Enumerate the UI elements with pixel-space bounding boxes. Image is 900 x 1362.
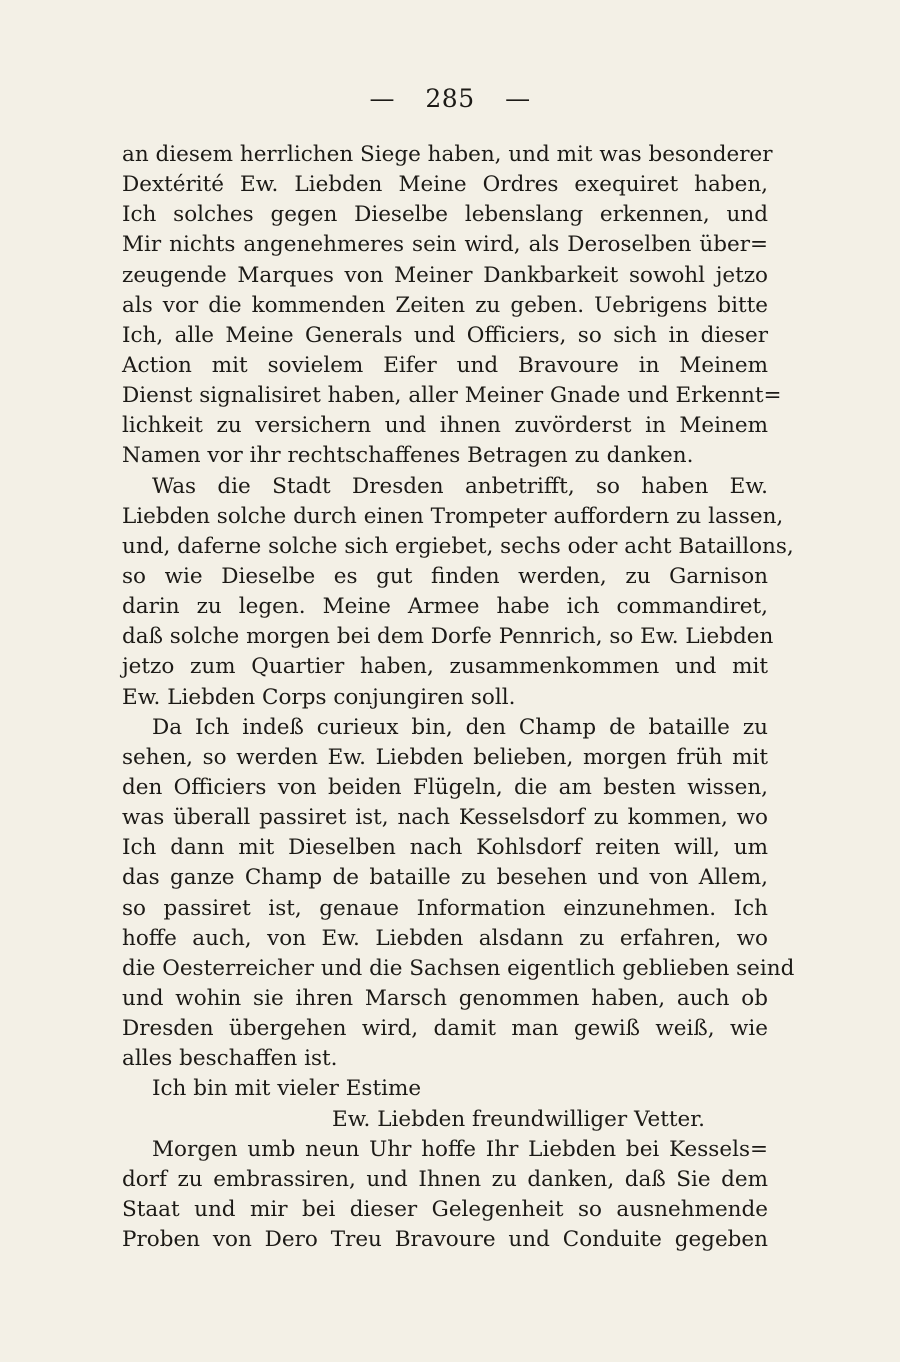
text-line: was überall passiret ist, nach Kesselsdorf zu kommen, wo — [122, 805, 768, 831]
text-line: darin zu legen. Meine Armee habe ich commandiret, — [122, 594, 768, 620]
text-line: Mir nichts angenehmeres sein wird, als Deroselben über= — [122, 232, 768, 258]
text-line: alles beschaffen ist. — [122, 1046, 338, 1072]
text-line: Proben von Dero Treu Bravoure und Conduite gegeben — [122, 1227, 768, 1253]
header-dash-right: — — [505, 84, 531, 113]
text-line: Dresden übergehen wird, damit man gewiß weiß, wie — [122, 1016, 768, 1042]
text-line: hoffe auch, von Ew. Liebden alsdann zu erfahren, wo — [122, 925, 768, 951]
text-line: daß solche morgen bei dem Dorfe Pennrich, so Ew. Liebden — [122, 624, 774, 650]
text-line: und wohin sie ihren Marsch genommen haben, auch ob — [122, 985, 768, 1011]
text-line: an diesem herrlichen Siege haben, und mit was besonderer — [122, 142, 773, 167]
body-text — [122, 140, 795, 1255]
text-line: dorf zu embrassiren, und Ihnen zu danken, daß Sie dem — [122, 1166, 768, 1192]
text-line: die Oesterreicher und die Sachsen eigentlich geblieben seind — [122, 955, 795, 981]
text-line: Ich, alle Meine Generals und Officiers, so sich in dieser — [122, 322, 768, 348]
text-line: lichkeit zu versichern und ihnen zuvörderst in Meinem — [122, 413, 768, 439]
text-line: Ew. Liebden Corps conjungiren soll. — [122, 684, 516, 710]
text-line: als vor die kommenden Zeiten zu geben. Uebrigens bitte — [122, 292, 768, 318]
text-line: jetzo zum Quartier haben, zusammenkommen und mit — [122, 654, 768, 680]
text-line: Da Ich indeß curieux bin, den Champ de bataille zu — [152, 714, 768, 740]
text-line: Dextérité Ew. Liebden Meine Ordres exequiret haben, — [122, 172, 768, 198]
text-line: zeugende Marques von Meiner Dankbarkeit sowohl jetzo — [122, 262, 768, 288]
text-line: Morgen umb neun Uhr hoffe Ihr Liebden bei Kessels= — [152, 1136, 768, 1162]
text-line: Ich solches gegen Dieselbe lebenslang erkennen, und — [122, 202, 768, 228]
text-line: Action mit sovielem Eifer und Bravoure in Meinem — [122, 352, 768, 378]
text-line: Ich dann mit Dieselben nach Kohlsdorf reiten will, um — [122, 835, 768, 861]
text-line: Liebden solche durch einen Trompeter auffordern zu lassen, — [122, 503, 784, 529]
text-line: so wie Dieselbe es gut finden werden, zu Garnison — [122, 563, 768, 589]
text-line: Dienst signalisiret haben, aller Meiner Gnade und Erkennt= — [122, 383, 782, 409]
text-line: Was die Stadt Dresden anbetrifft, so haben Ew. — [152, 473, 768, 499]
text-line: Namen vor ihr rechtschaffenes Betragen zu danken. — [122, 443, 694, 469]
header-dash-left: — — [369, 84, 395, 113]
text-line: und, daferne solche sich ergiebet, sechs oder acht Bataillons, — [122, 533, 794, 559]
text-line: Staat und mir bei dieser Gelegenheit so ausnehmende — [122, 1196, 768, 1222]
text-line: so passiret ist, genaue Information einzunehmen. Ich — [122, 895, 768, 921]
signature-line: Ew. Liebden freundwilliger Vetter. — [332, 1106, 705, 1132]
text-line: den Officiers von beiden Flügeln, die am besten wissen, — [122, 774, 768, 800]
text-line: sehen, so werden Ew. Liebden belieben, morgen früh mit — [122, 744, 768, 770]
page-number: 285 — [425, 84, 475, 113]
page-header — [0, 84, 900, 114]
salutation-line: Ich bin mit vieler Estime — [152, 1076, 422, 1102]
text-line: das ganze Champ de bataille zu besehen und von Allem, — [122, 865, 768, 891]
